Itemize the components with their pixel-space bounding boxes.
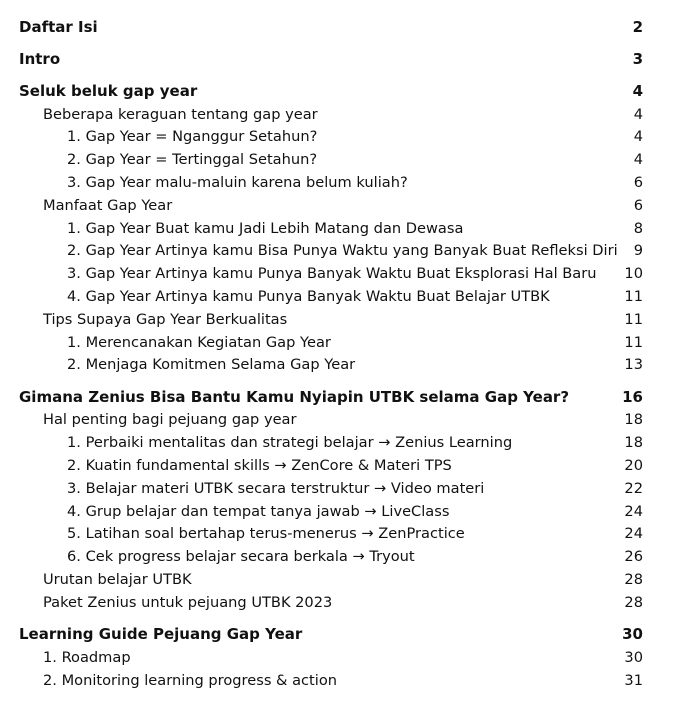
toc-entry-title: Hal penting bagi pejuang gap year bbox=[43, 410, 297, 428]
toc-entry-title: Paket Zenius untuk pejuang UTBK 2023 bbox=[43, 593, 333, 611]
toc-entry[interactable] bbox=[0, 49, 673, 69]
toc-entry-page-number: 26 bbox=[624, 547, 643, 565]
toc-entry-title: Urutan belajar UTBK bbox=[43, 570, 192, 588]
toc-entry[interactable] bbox=[0, 172, 673, 192]
toc-entry-title: 2. Monitoring learning progress & action bbox=[43, 671, 337, 689]
toc-entry-title: Learning Guide Pejuang Gap Year bbox=[19, 625, 303, 643]
toc-entry-title: Manfaat Gap Year bbox=[43, 196, 173, 214]
toc-entry[interactable] bbox=[0, 309, 673, 329]
toc-entry-page-number: 18 bbox=[624, 410, 643, 428]
toc-entry[interactable] bbox=[0, 478, 673, 498]
toc-entry-page-number: 6 bbox=[633, 173, 643, 191]
toc-entry-page-number: 28 bbox=[624, 593, 643, 611]
toc-entry-page-number: 11 bbox=[624, 310, 643, 328]
toc-entry[interactable] bbox=[0, 569, 673, 589]
toc-entry[interactable] bbox=[0, 126, 673, 146]
toc-entry-page-number: 24 bbox=[624, 524, 643, 542]
toc-entry-page-number: 3 bbox=[632, 50, 643, 68]
toc-entry[interactable] bbox=[0, 409, 673, 429]
toc-entry-title: 1. Merencanakan Kegiatan Gap Year bbox=[67, 333, 331, 351]
toc-entry-page-number: 8 bbox=[633, 219, 643, 237]
toc-entry[interactable] bbox=[0, 455, 673, 475]
toc-entry[interactable] bbox=[0, 523, 673, 543]
toc-entry-title: Gimana Zenius Bisa Bantu Kamu Nyiapin UTBK selama Gap Year? bbox=[19, 388, 570, 406]
toc-entry[interactable] bbox=[0, 624, 673, 644]
toc-entry[interactable] bbox=[0, 592, 673, 612]
toc-entry-page-number: 13 bbox=[624, 355, 643, 373]
toc-entry-page-number: 4 bbox=[633, 150, 643, 168]
toc-entry[interactable] bbox=[0, 387, 673, 407]
toc-entry-page-number: 4 bbox=[633, 105, 643, 123]
toc-entry-page-number: 11 bbox=[624, 287, 643, 305]
toc-entry-page-number: 11 bbox=[624, 333, 643, 351]
toc-entry[interactable] bbox=[0, 354, 673, 374]
toc-entry-page-number: 31 bbox=[624, 671, 643, 689]
toc-entry[interactable] bbox=[0, 240, 673, 260]
toc-entry-title: 3. Gap Year Artinya kamu Punya Banyak Waktu Buat Eksplorasi Hal Baru bbox=[67, 264, 597, 282]
toc-entry-title: 2. Gap Year = Tertinggal Setahun? bbox=[67, 150, 318, 168]
toc-entry-title: Beberapa keraguan tentang gap year bbox=[43, 105, 318, 123]
toc-entry[interactable] bbox=[0, 218, 673, 238]
toc-entry-page-number: 10 bbox=[624, 264, 643, 282]
toc-entry-page-number: 18 bbox=[624, 433, 643, 451]
toc-entry-page-number: 4 bbox=[633, 127, 643, 145]
toc-entry-page-number: 28 bbox=[624, 570, 643, 588]
toc-entry[interactable] bbox=[0, 332, 673, 352]
toc-entry[interactable] bbox=[0, 104, 673, 124]
toc-entry-page-number: 20 bbox=[624, 456, 643, 474]
toc-entry-title: Tips Supaya Gap Year Berkualitas bbox=[43, 310, 288, 328]
toc-entry[interactable] bbox=[0, 670, 673, 690]
toc-entry-page-number: 24 bbox=[624, 502, 643, 520]
toc-entry[interactable] bbox=[0, 17, 673, 37]
toc-entry[interactable] bbox=[0, 501, 673, 521]
toc-entry-title: 3. Gap Year malu-maluin karena belum kuliah? bbox=[67, 173, 408, 191]
toc-entry-title: 4. Grup belajar dan tempat tanya jawab → LiveClass bbox=[67, 502, 450, 520]
toc-entry-title: 3. Belajar materi UTBK secara terstruktur → Video materi bbox=[67, 479, 485, 497]
toc-entry-page-number: 2 bbox=[632, 18, 643, 36]
toc-entry-title: Intro bbox=[19, 50, 61, 68]
toc-entry-page-number: 16 bbox=[622, 388, 643, 406]
toc-entry[interactable] bbox=[0, 546, 673, 566]
toc-entry-title: 5. Latihan soal bertahap terus-menerus → ZenPractice bbox=[67, 524, 465, 542]
toc-entry-page-number: 4 bbox=[632, 82, 643, 100]
toc-entry-title: Daftar Isi bbox=[19, 18, 98, 36]
toc-entry-title: 1. Gap Year Buat kamu Jadi Lebih Matang dan Dewasa bbox=[67, 219, 464, 237]
toc-entry-page-number: 30 bbox=[624, 648, 643, 666]
toc-entry[interactable] bbox=[0, 149, 673, 169]
toc-entry-title: 2. Kuatin fundamental skills → ZenCore & Materi TPS bbox=[67, 456, 452, 474]
toc-entry[interactable] bbox=[0, 647, 673, 667]
toc-entry-title: Seluk beluk gap year bbox=[19, 82, 198, 100]
toc-entry-title: 1. Roadmap bbox=[43, 648, 131, 666]
toc-entry-page-number: 9 bbox=[633, 241, 643, 259]
toc-entry[interactable] bbox=[0, 195, 673, 215]
toc-entry[interactable] bbox=[0, 286, 673, 306]
toc-entry[interactable] bbox=[0, 263, 673, 283]
toc-entry[interactable] bbox=[0, 81, 673, 101]
toc-entry-page-number: 6 bbox=[633, 196, 643, 214]
toc-entry-title: 6. Cek progress belajar secara berkala → Tryout bbox=[67, 547, 415, 565]
toc-entry-title: 1. Gap Year = Nganggur Setahun? bbox=[67, 127, 318, 145]
toc-entry-title: 1. Perbaiki mentalitas dan strategi belajar → Zenius Learning bbox=[67, 433, 513, 451]
toc-entry-title: 2. Menjaga Komitmen Selama Gap Year bbox=[67, 355, 356, 373]
toc-entry-title: 2. Gap Year Artinya kamu Bisa Punya Waktu yang Banyak Buat Refleksi Diri bbox=[67, 241, 618, 259]
toc-entry-page-number: 30 bbox=[622, 625, 643, 643]
toc-entry-page-number: 22 bbox=[624, 479, 643, 497]
toc-entry[interactable] bbox=[0, 432, 673, 452]
toc-entry-title: 4. Gap Year Artinya kamu Punya Banyak Waktu Buat Belajar UTBK bbox=[67, 287, 550, 305]
